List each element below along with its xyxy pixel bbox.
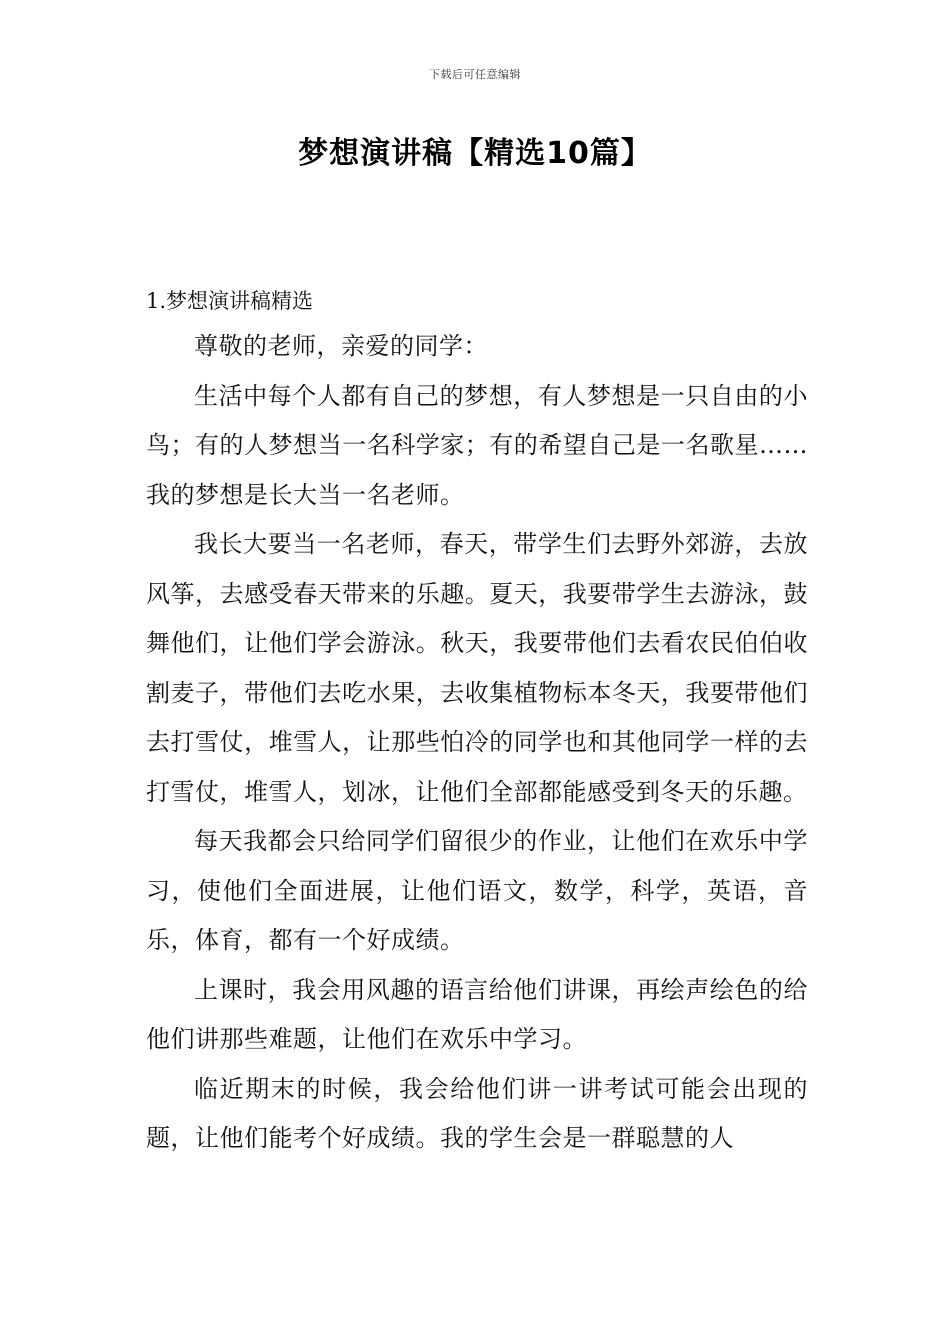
paragraph-greeting: 尊敬的老师，亲爱的同学： (194, 332, 488, 360)
header-note: 下载后可任意编辑 (429, 68, 521, 81)
document-body (146, 280, 808, 1164)
document-title: 梦想演讲稿【精选10篇】 (298, 136, 652, 171)
section-heading: 1.梦想演讲稿精选 (146, 289, 314, 313)
paragraph: 每天我都会只给同学们留很少的作业，让他们在欢乐中学习，使他们全面进展，让他们语文，数学，科学，英语，音乐，体育，都有一个好成绩。 (146, 827, 808, 954)
paragraph: 上课时，我会用风趣的语言给他们讲课，再绘声绘色的给他们讲那些难题，让他们在欢乐中学习。 (146, 975, 808, 1053)
paragraph: 生活中每个人都有自己的梦想，有人梦想是一只自由的小鸟；有的人梦想当一名科学家；有的希望自己是一名歌星……我的梦想是长大当一名老师。 (146, 381, 808, 509)
paragraph: 我长大要当一名老师，春天，带学生们去野外郊游，去放风筝，去感受春天带来的乐趣。夏天，我要带学生去游泳，鼓舞他们，让他们学会游泳。秋天，我要带他们去看农民伯伯收割麦子，带他们去吃水果，去收集植物标本冬天，我要带他们去打雪仗，堆雪人，让那些怕冷的同学也和其他同学一样的去打雪仗，堆雪人，划冰，让他们全部都能感受到冬天的乐趣。 (146, 530, 808, 806)
paragraph: 临近期末的时候，我会给他们讲一讲考试可能会出现的题，让他们能考个好成绩。我的学生会是一群聪慧的人 (146, 1074, 808, 1152)
